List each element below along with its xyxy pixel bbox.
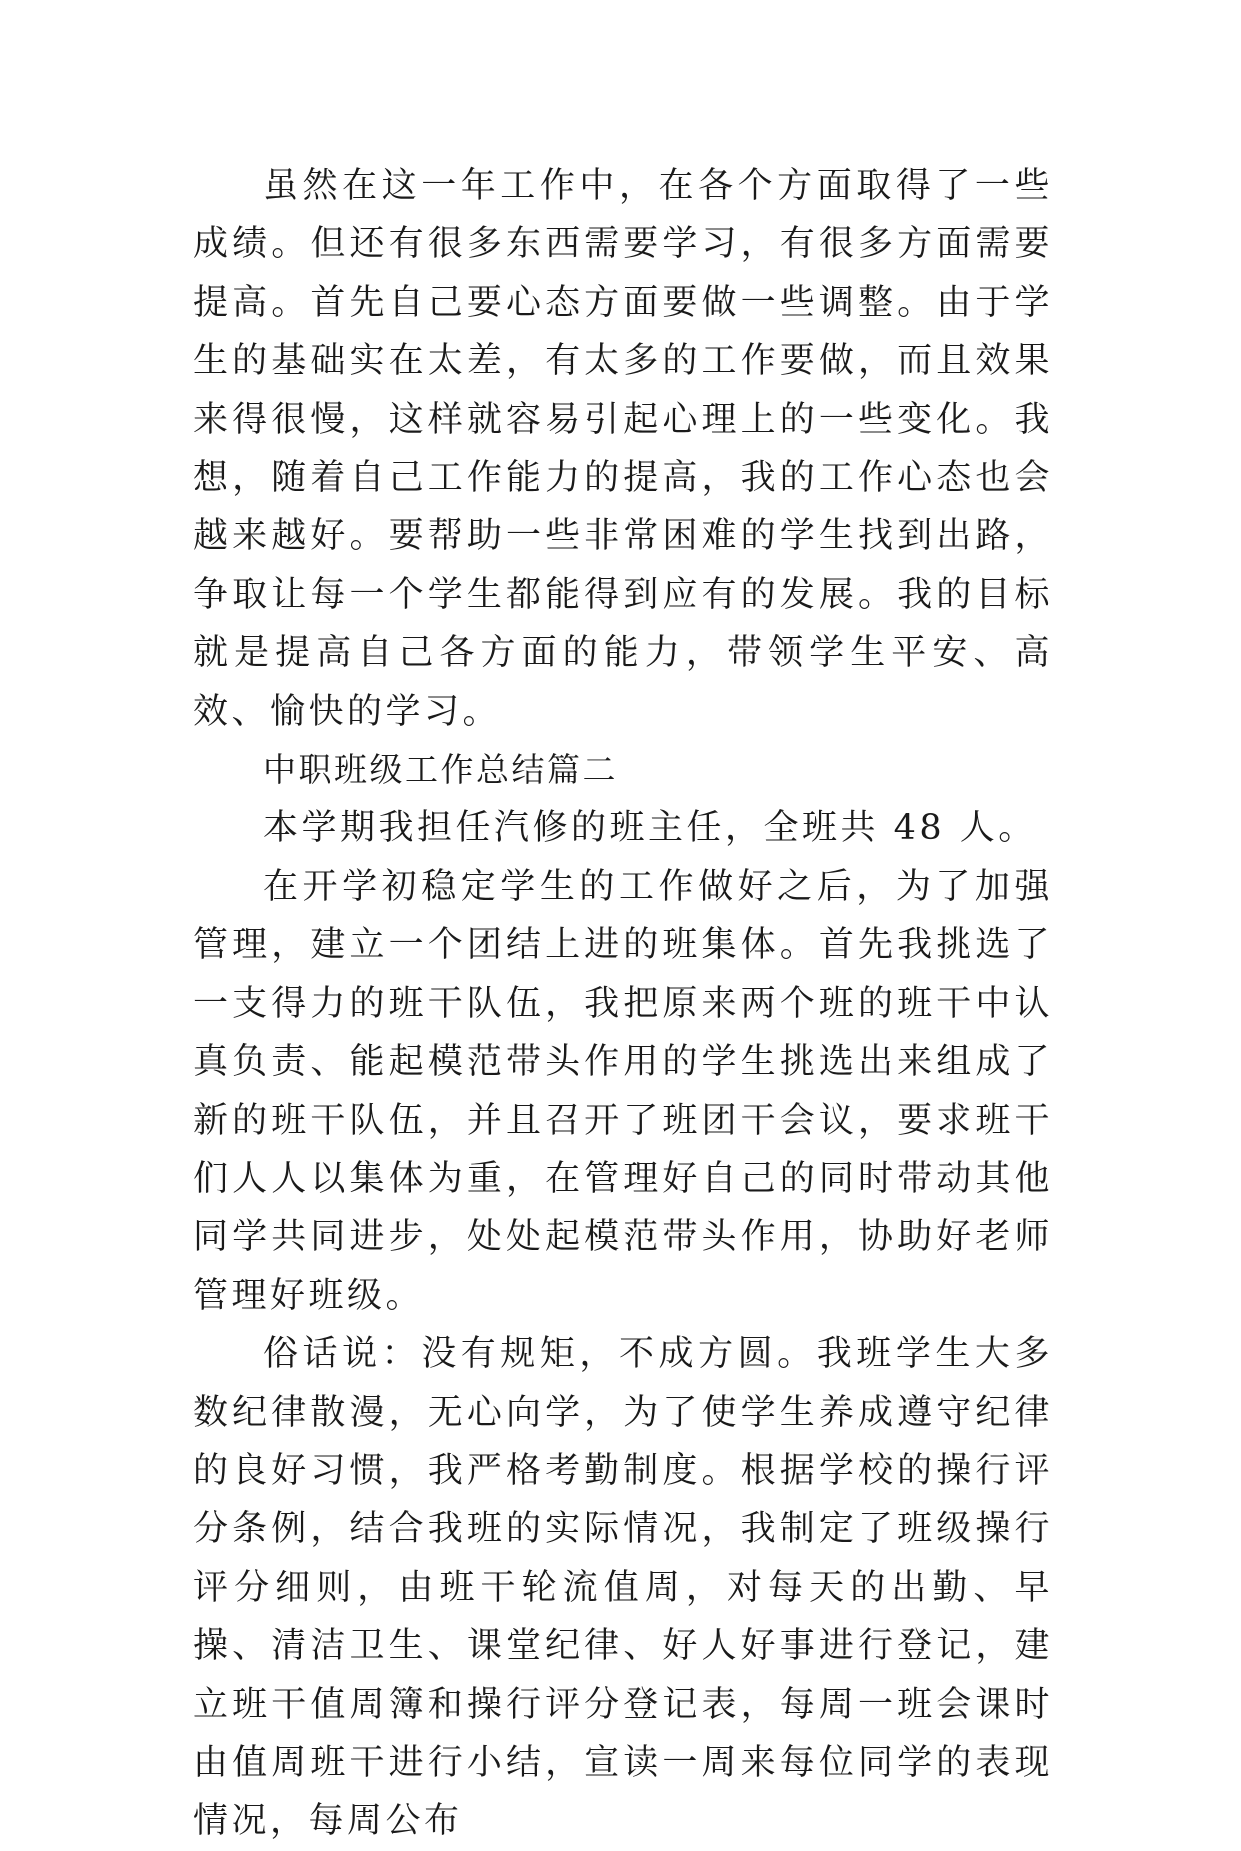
paragraph-intro: 本学期我担任汽修的班主任，全班共 48 人。 xyxy=(263,808,1037,849)
paragraph-class-cadre: 在开学初稳定学生的工作做好之后，为了加强管理，建立一个团结上进的班集体。首先我挑选了一支得力的班干队伍，我把原来两个班的班干中认真负责、能起模范带头作用的学生挑选出来组成了新的班干队伍，并且召开了班团干会议，要求班干们人人以集体为重，在管理好自己的同时带动其他同学共同进步，处处起模范带头作用，协助好老师管理好班级。 xyxy=(193,866,1053,1316)
section-heading: 中职班级工作总结篇二 xyxy=(263,750,618,790)
document-body xyxy=(193,157,1053,1851)
paragraph-discipline: 俗话说：没有规矩，不成方圆。我班学生大多数纪律散漫，无心向学，为了使学生养成遵守纪律的良好习惯，我严格考勤制度。根据学校的操行评分条例，结合我班的实际情况，我制定了班级操行评分细则，由班干轮流值周，对每天的出勤、早操、清洁卫生、课堂纪律、好人好事进行登记，建立班干值周簿和操行评分登记表，每周一班会课时由值周班干进行小结，宣读一周来每位同学的表现情况，每周公布 xyxy=(193,1334,1053,1842)
paragraph-summary: 虽然在这一年工作中，在各个方面取得了一些成绩。但还有很多东西需要学习，有很多方面需要提高。首先自己要心态方面要做一些调整。由于学生的基础实在太差，有太多的工作要做，而且效果来得很慢，这样就容易引起心理上的一些变化。我想，随着自己工作能力的提高，我的工作心态也会越来越好。要帮助一些非常困难的学生找到出路，争取让每一个学生都能得到应有的发展。我的目标就是提高自己各方面的能力，带领学生平安、高效、愉快的学习。 xyxy=(193,166,1053,732)
